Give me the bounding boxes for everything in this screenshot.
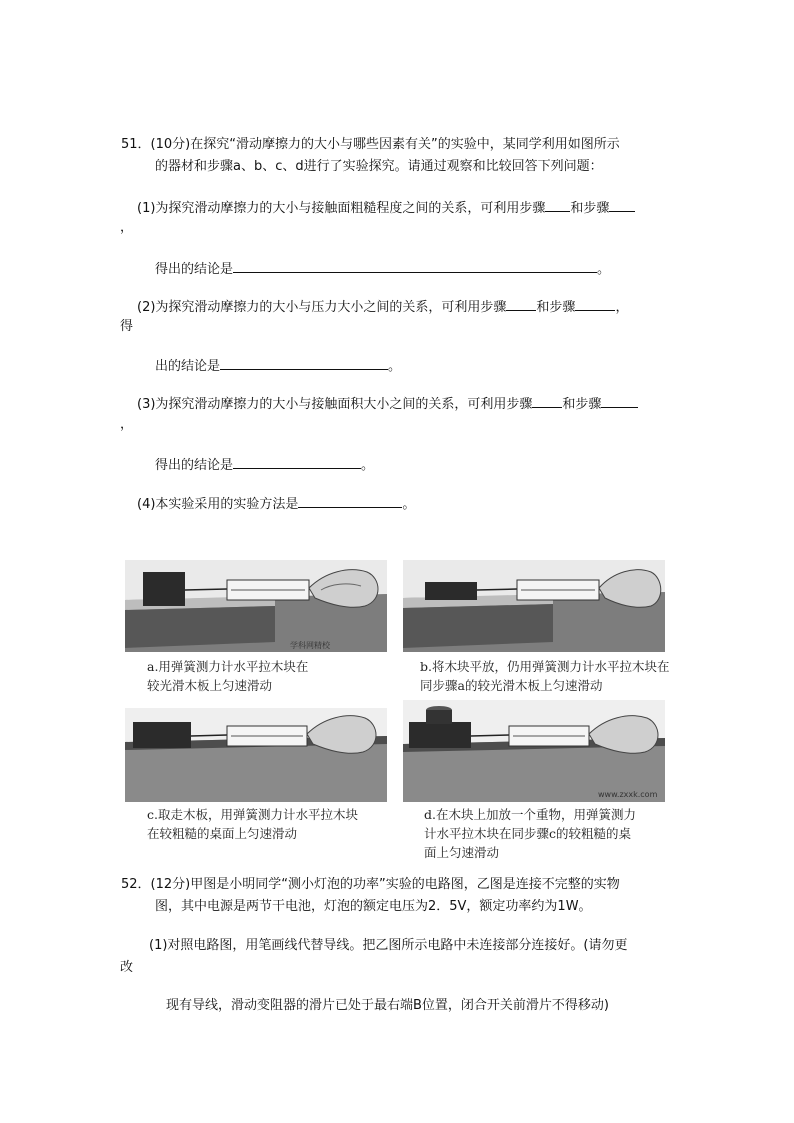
q52-part1-line3: 现有导线，滑动变阻器的滑片已处于最右端B位置，闭合开关前滑片不得移动) [166,998,609,1013]
answer-blank[interactable] [233,454,361,469]
q51-part1-conclusion: 得出的结论是 。 [155,258,610,279]
answer-blank[interactable] [220,355,388,370]
q51-part3: (3)为探究滑动摩擦力的大小与接触面积大小之间的关系，可利用步骤 和步骤 [137,393,638,414]
photo-b [403,560,665,652]
answer-blank[interactable] [233,258,597,273]
q52-part1-line2: 改 [120,960,134,975]
q51-part2: (2)为探究滑动摩擦力的大小与压力大小之间的关系，可利用步骤 和步骤 ， [137,296,628,317]
q52-intro-line2: 图，其中电源是两节干电池，灯泡的额定电压为2．5V，额定功率约为1W。 [155,899,592,914]
watermark-url: www.zxxk.com [598,790,658,799]
q51-part2-conclusion: 出的结论是 。 [155,355,401,376]
caption-b-line1: b.将木块平放，仍用弹簧测力计水平拉木块在 [420,659,670,674]
q52-intro-line1: 52．(12分)甲图是小明同学“测小灯泡的功率”实验的电路图，乙图是连接不完整的实物 [121,877,620,892]
caption-a-line2: 较光滑木板上匀速滑动 [147,678,273,693]
q52-number: 52． [121,877,151,892]
answer-blank[interactable] [601,393,638,408]
caption-b-line2: 同步骤a的较光滑木板上匀速滑动 [420,678,603,693]
answer-blank[interactable] [506,296,536,311]
q51-part2-de: 得 [120,319,134,334]
caption-a-line1: a.用弹簧测力计水平拉木块在 [147,659,309,674]
q51-part1: (1)为探究滑动摩擦力的大小与接触面粗糙程度之间的关系，可利用步骤 和步骤 [137,197,635,218]
caption-c-line2: 在较粗糙的桌面上匀速滑动 [147,826,298,841]
answer-blank[interactable] [545,197,570,212]
photo-c [125,708,387,802]
q52-part1-line1: (1)对照电路图，用笔画线代替导线。把乙图所示电路中未连接部分连接好。(请勿更 [149,938,628,953]
caption-c-line1: c.取走木板，用弹簧测力计水平拉木块 [147,807,358,822]
q51-part4: (4)本实验采用的实验方法是 。 [137,493,415,514]
photo-a [125,560,387,652]
answer-blank[interactable] [532,393,562,408]
q51-part1-comma: ， [120,220,134,235]
q51-number: 51． [121,137,151,152]
answer-blank[interactable] [609,197,635,212]
caption-d-line3: 面上匀速滑动 [424,845,500,860]
caption-d-line1: d.在木块上加放一个重物，用弹簧测力 [424,807,636,822]
answer-blank[interactable] [575,296,615,311]
q51-intro-line2: 的器材和步骤a、b、c、d进行了实验探究。请通过观察和比较回答下列问题： [155,159,603,174]
q51-part3-conclusion: 得出的结论是 。 [155,454,374,475]
q51-intro-line1: 51．(10分)在探究“滑动摩擦力的大小与哪些因素有关”的实验中，某同学利用如图所示 [121,137,620,152]
caption-d-line2: 计水平拉木块在同步骤c的较粗糙的桌 [424,826,632,841]
answer-blank[interactable] [298,493,402,508]
watermark-text: 学科网精校 [290,641,330,650]
photo-d [403,700,665,802]
q51-part3-comma: ， [120,417,134,432]
